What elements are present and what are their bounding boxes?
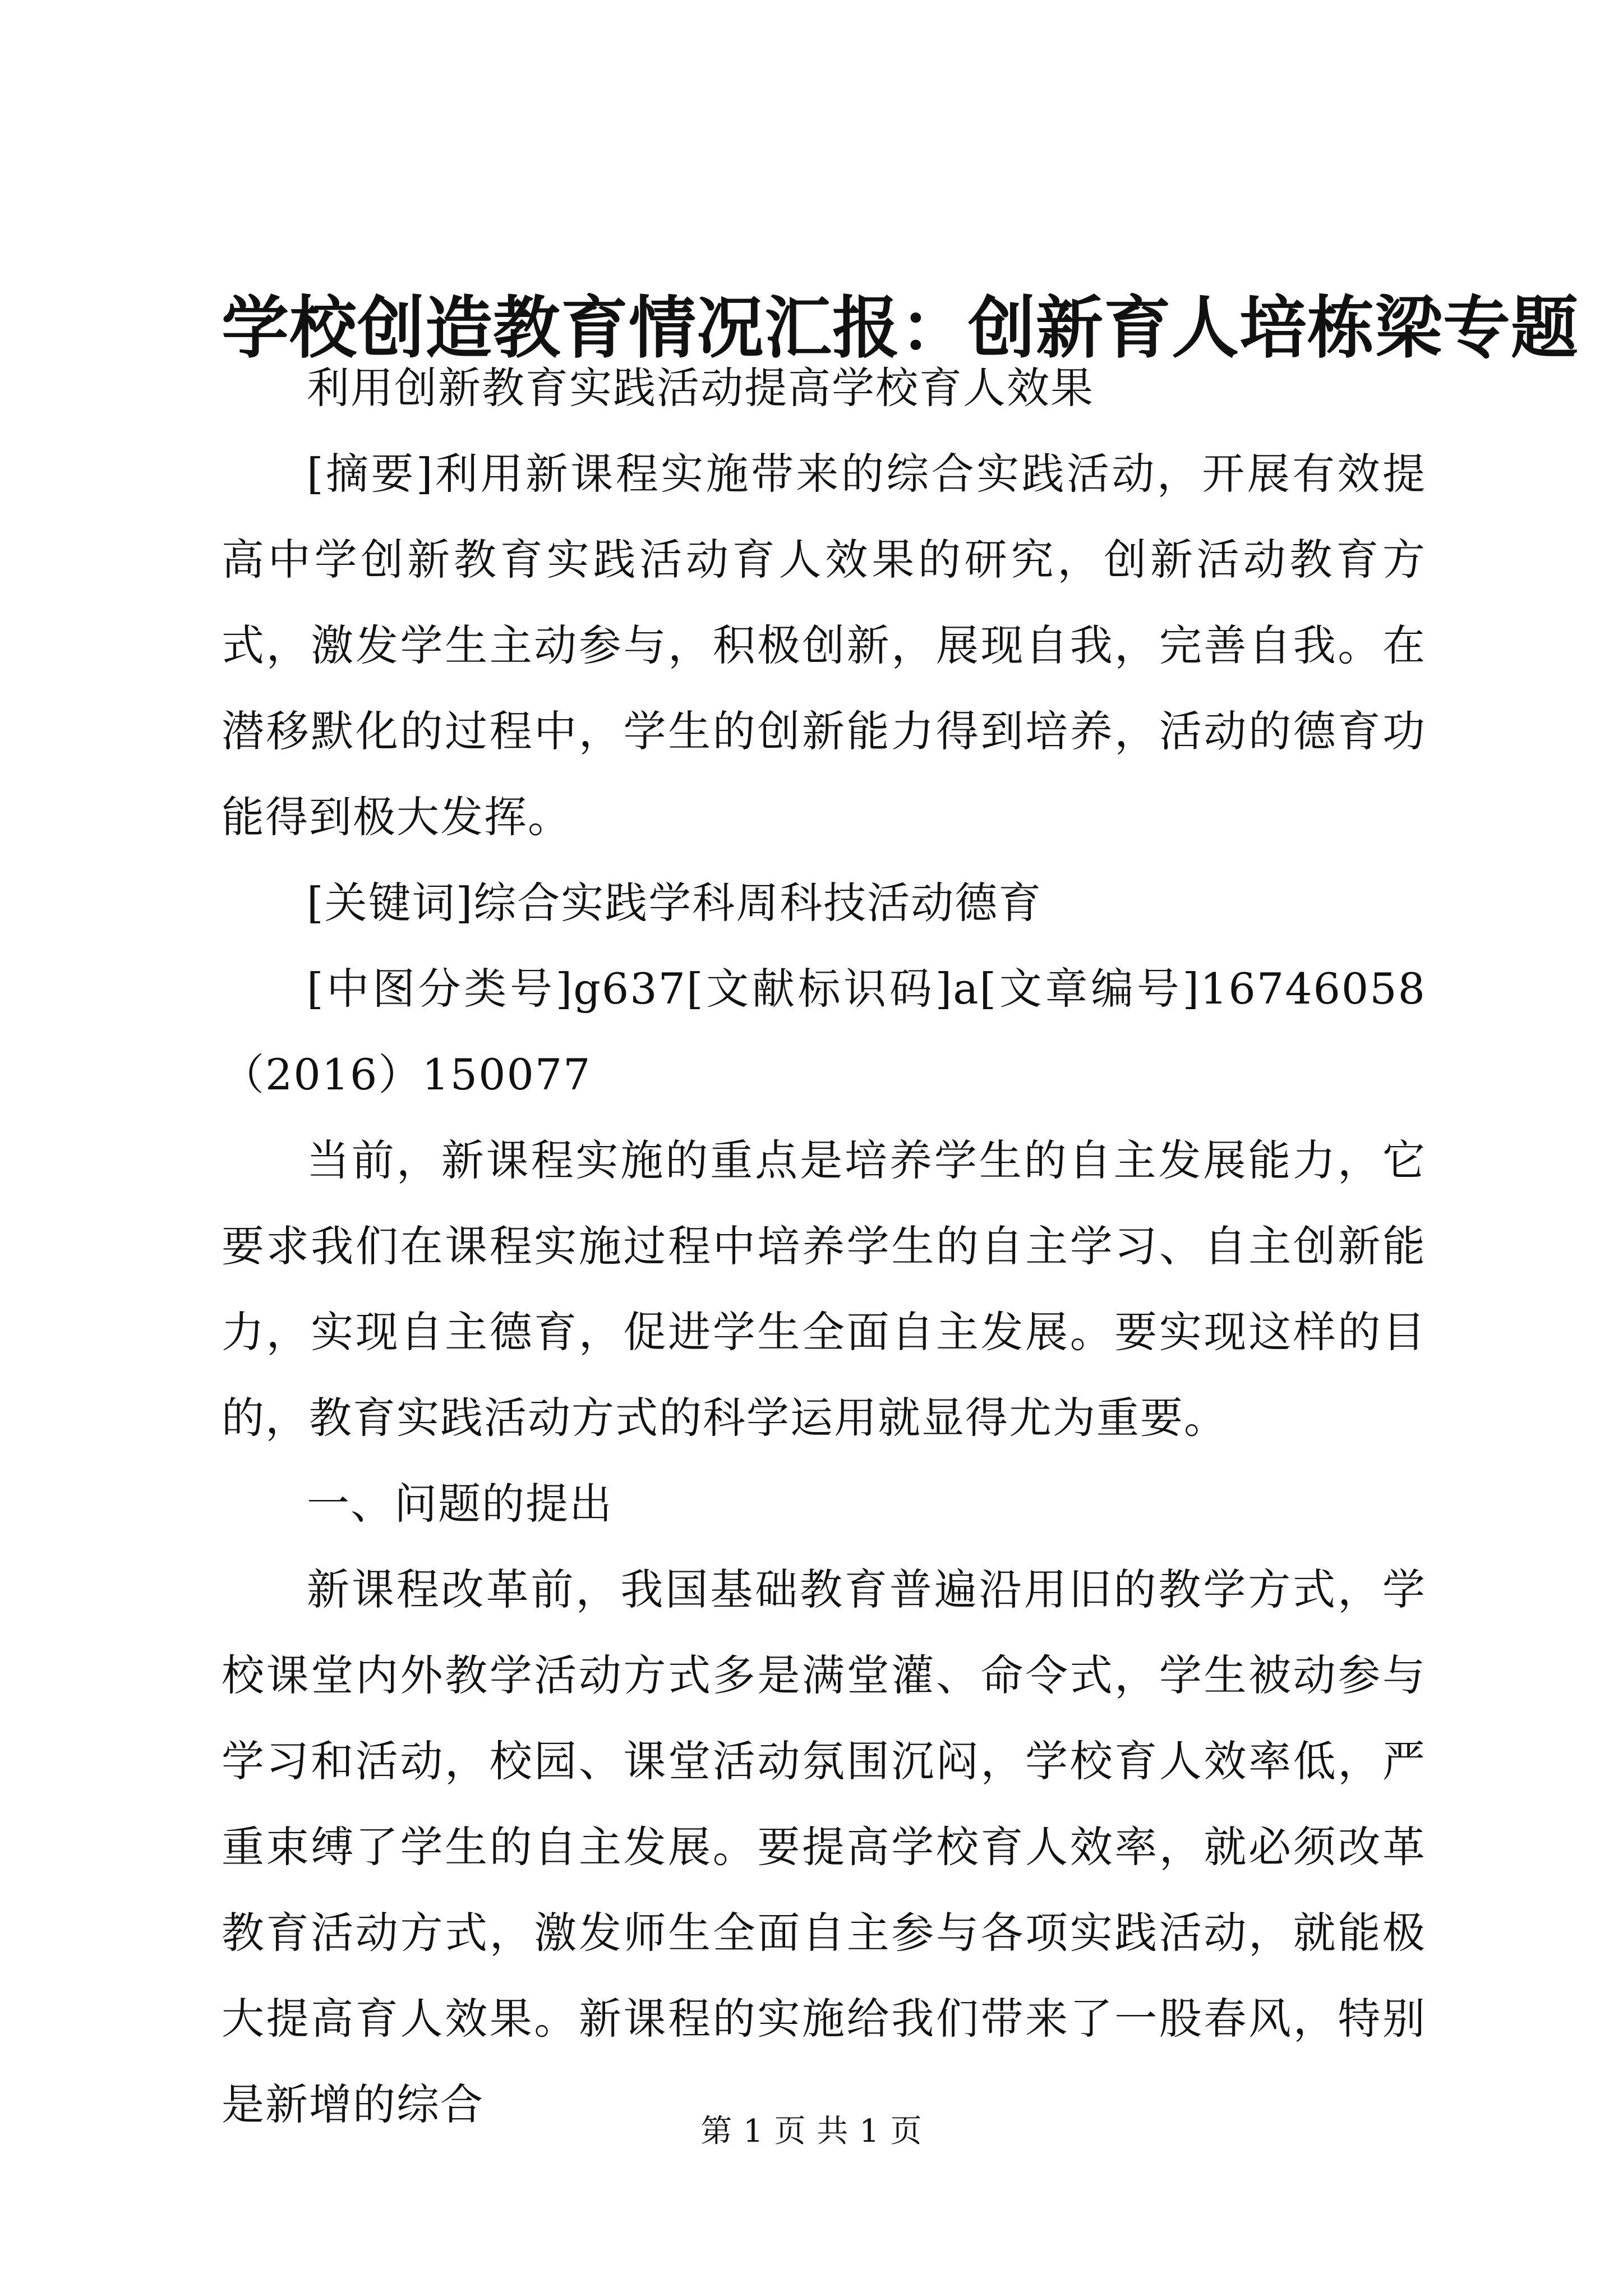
paragraph-classification: [中图分类号]g637[文献标识码]a[文章编号]16746058（2016）150077 [222, 964, 1426, 1099]
paragraph-subtitle: 利用创新教育实践活动提高学校育人效果 [307, 363, 1094, 413]
page-footer: 第 1 页 共 1 页 [700, 2113, 923, 2150]
paragraph-keywords: [关键词]综合实践学科周科技活动德育 [307, 878, 1043, 928]
paragraph-intro: 当前，新课程实施的重点是培养学生的自主发展能力，它要求我们在课程实施过程中培养学生的自主学习、自主创新能力，实现自主德育，促进学生全面自主发展。要实现这样的目的，教育实践活动方式的科学运用就显得尤为重要。 [222, 1135, 1426, 1443]
paragraph-abstract: [摘要]利用新课程实施带来的综合实践活动，开展有效提高中学创新教育实践活动育人效果的研究，创新活动教育方式，激发学生主动参与，积极创新，展现自我，完善自我。在潜移默化的过程中，学生的创新能力得到培养，活动的德育功能得到极大发挥。 [222, 449, 1426, 842]
section-heading: 一、问题的提出 [307, 1479, 613, 1529]
paragraph-body: 新课程改革前，我国基础教育普遍沿用旧的教学方式，学校课堂内外教学活动方式多是满堂灌、命令式，学生被动参与学习和活动，校园、课堂活动氛围沉闷，学校育人效率低，严重束缚了学生的自主发展。要提高学校育人效率，就必须改革教育活动方式，激发师生全面自主参与各项实践活动，就能极大提高育人效果。新课程的实施给我们带来了一股春风，特别是新增的综合 [222, 1565, 1426, 2129]
document-body [222, 345, 1426, 2147]
document-title: 学校创造教育情况汇报：创新育人培栋梁专题 [222, 288, 1579, 367]
